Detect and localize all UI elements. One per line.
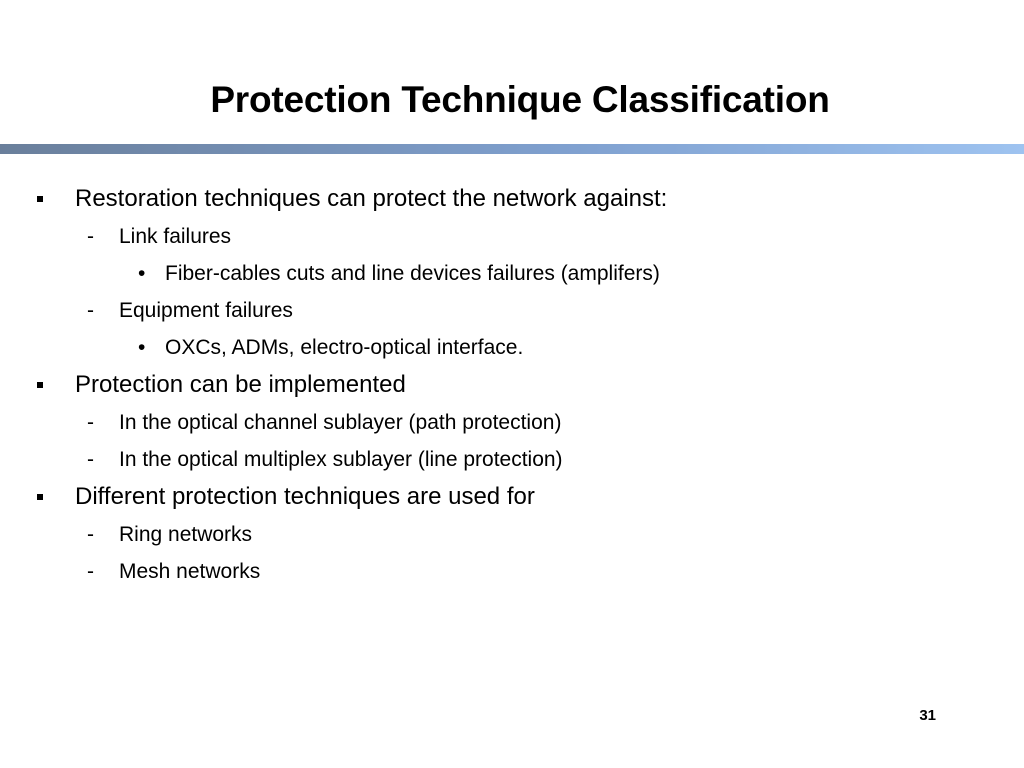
dash-marker: - <box>87 411 94 434</box>
title-divider <box>0 144 1024 154</box>
sub-bullet-text: Link failures <box>119 225 232 248</box>
square-bullet-icon <box>37 382 43 388</box>
bullet-list <box>0 180 1024 590</box>
sub-bullet-text: Mesh networks <box>119 560 261 583</box>
slide-title: Protection Technique Classification <box>210 79 830 120</box>
sub-bullet-item <box>0 292 1024 329</box>
dash-marker: - <box>87 560 94 583</box>
dot-marker: • <box>138 336 146 359</box>
sub-bullet-item <box>0 441 1024 478</box>
bullet-text: Restoration techniques can protect the network against: <box>75 185 668 212</box>
sub-bullet-item <box>0 516 1024 553</box>
sub-bullet-text: In the optical channel sublayer (path protection) <box>119 411 562 434</box>
bullet-text: Protection can be implemented <box>75 371 406 398</box>
dot-marker: • <box>138 262 146 285</box>
bullet-item <box>0 478 1024 516</box>
sub-bullet-item <box>0 404 1024 441</box>
page-number: 31 <box>919 707 936 724</box>
sub-sub-bullet-text: OXCs, ADMs, electro-optical interface. <box>165 336 524 359</box>
sub-bullet-item <box>0 553 1024 590</box>
dash-marker: - <box>87 448 94 471</box>
sub-sub-bullet-item <box>0 329 1024 366</box>
bullet-item <box>0 366 1024 404</box>
sub-bullet-text: Equipment failures <box>119 299 293 322</box>
sub-bullet-text: Ring networks <box>119 523 253 546</box>
dash-marker: - <box>87 523 94 546</box>
dash-marker: - <box>87 299 94 322</box>
dash-marker: - <box>87 225 94 248</box>
bullet-item <box>0 180 1024 218</box>
sub-bullet-item <box>0 218 1024 255</box>
bullet-text: Different protection techniques are used for <box>75 483 535 510</box>
square-bullet-icon <box>37 196 43 202</box>
sub-sub-bullet-item <box>0 255 1024 292</box>
sub-bullet-text: In the optical multiplex sublayer (line protection) <box>119 448 563 471</box>
square-bullet-icon <box>37 494 43 500</box>
sub-sub-bullet-text: Fiber-cables cuts and line devices failures (amplifers) <box>165 262 660 285</box>
